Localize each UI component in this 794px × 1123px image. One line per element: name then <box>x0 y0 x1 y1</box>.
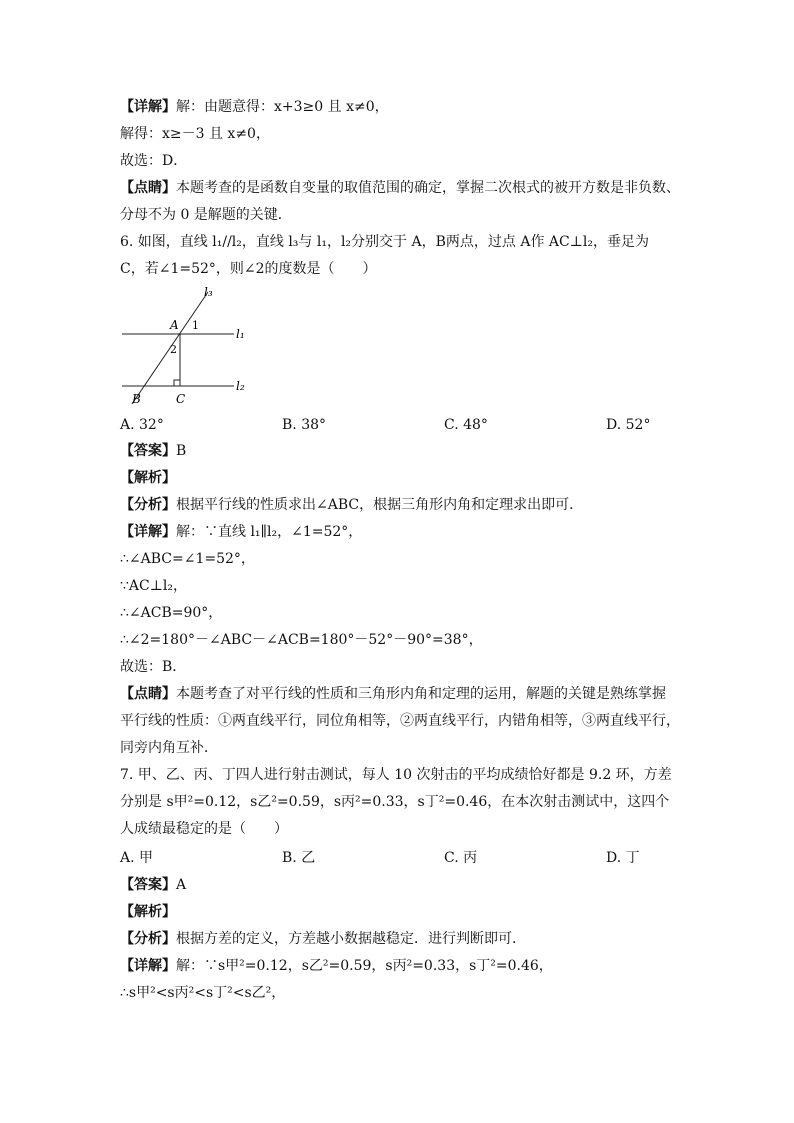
q6-comment-line: 平行线的性质：①两直线平行，同位角相等，②两直线平行，内错角相等，③两直线平行， <box>120 713 680 729</box>
q6-option-b: B. 38° <box>282 417 327 433</box>
choice-line: 故选：D． <box>120 153 188 169</box>
label-c: C <box>176 392 186 406</box>
q6-detail-line: ∴∠2=180°－∠ABC－∠ACB=180°－52°－90°=38°， <box>120 632 483 648</box>
q7-stem: 7. 甲、乙、丙、丁四人进行射击测试，每人 10 次射击的平均成绩恰好都是 9.2 环，方差 <box>120 767 672 783</box>
q6-stem: C，若∠1=52°，则∠2的度数是（ ） <box>120 261 377 277</box>
q6-detail-line: ∵AC⊥l₂， <box>120 578 187 594</box>
detail-line: 解得：x≥－3 且 x≠0， <box>120 126 270 142</box>
label-angle-1: 1 <box>192 319 199 332</box>
label-l3: l₃ <box>204 285 213 299</box>
comment-line: 【点睛】本题考查的是函数自变量的取值范围的确定，掌握二次根式的被开方数是非负数、 <box>120 180 680 196</box>
q7-detail-line: ∴s甲²<s丙²<s丁²<s乙²， <box>120 985 286 1001</box>
q6-fenxi: 【分析】根据平行线的性质求出∠ABC，根据三角形内角和定理求出即可． <box>120 497 584 513</box>
detail-line: 【详解】解：由题意得：x+3≥0 且 x≠0， <box>120 99 389 115</box>
q7-option-d: D. 丁 <box>606 850 640 866</box>
q6-option-d: D. 52° <box>606 417 651 433</box>
q7-option-c: C. 丙 <box>444 850 478 866</box>
q7-option-a: A. 甲 <box>120 850 154 866</box>
q6-figure <box>112 282 262 407</box>
q6-detail-line: 【详解】解：∵直线 l₁∥l₂，∠1=52°， <box>120 524 363 540</box>
q6-answer: 【答案】B <box>120 443 187 459</box>
right-angle-mark <box>174 380 180 386</box>
q6-detail-line: ∴∠ACB=90°， <box>120 605 223 621</box>
q6-comment-line: 【点睛】本题考查了对平行线的性质和三角形内角和定理的运用，解题的关键是熟练掌握 <box>120 686 666 702</box>
label-l1: l₁ <box>236 327 245 341</box>
q7-fenxi: 【分析】根据方差的定义，方差越小数据越稳定．进行判断即可． <box>120 931 526 947</box>
q6-option-a: A. 32° <box>120 417 164 433</box>
comment-line: 分母不为 0 是解题的关键． <box>120 207 292 223</box>
q7-answer: 【答案】A <box>120 877 187 893</box>
q7-stem: 分别是 s甲²=0.12，s乙²=0.59，s丙²=0.33，s丁²=0.46，在本次射击测试中，这四个 <box>120 794 670 810</box>
q6-detail-line: ∴∠ABC=∠1=52°， <box>120 551 255 567</box>
q6-detail-line: 故选：B． <box>120 659 187 675</box>
q7-jiexi: 【解析】 <box>120 904 176 920</box>
label-b: B <box>132 392 141 406</box>
parallel-lines-diagram <box>112 282 262 407</box>
q6-jiexi: 【解析】 <box>120 470 176 486</box>
q7-stem: 人成绩最稳定的是（ ） <box>120 821 288 837</box>
label-l2: l₂ <box>236 379 245 393</box>
label-a: A <box>170 318 179 332</box>
q7-option-b: B. 乙 <box>282 850 316 866</box>
q6-stem: 6. 如图，直线 l₁//l₂，直线 l₃与 l₁，l₂分别交于 A，B两点，过点 A作 AC⊥l₂，垂足为 <box>120 234 649 250</box>
q6-option-c: C. 48° <box>444 417 488 433</box>
label-angle-2: 2 <box>170 343 177 356</box>
q7-detail-line: 【详解】解：∵s甲²=0.12，s乙²=0.59，s丙²=0.33，s丁²=0.46， <box>120 958 553 974</box>
q6-comment-line: 同旁内角互补． <box>120 740 218 756</box>
